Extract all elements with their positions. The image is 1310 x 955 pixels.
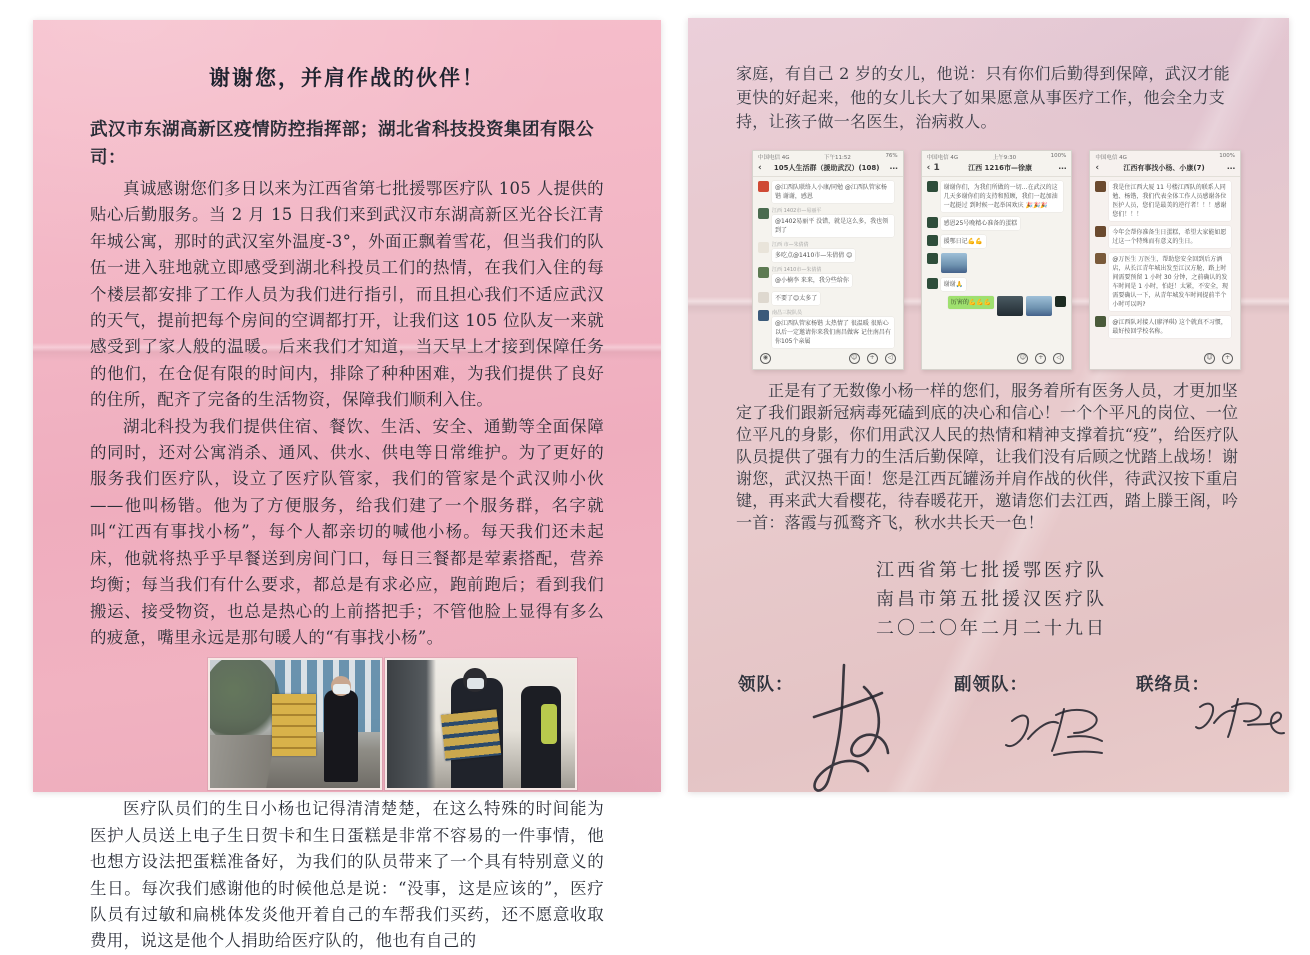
phone-status-bar bbox=[922, 151, 1072, 162]
message-text: @江西队管家杨锴 太热情了 很温暖 很贴心 以后一定邀请你来我们南昌做客 记住南昌有你105个亲属 bbox=[772, 317, 894, 348]
avatar bbox=[758, 292, 769, 303]
person-in-coat bbox=[324, 690, 358, 782]
more-icon: ⋯ bbox=[1227, 163, 1236, 173]
leader-signature bbox=[798, 659, 918, 799]
chat-message bbox=[927, 181, 1067, 212]
battery-label: 76% bbox=[885, 153, 898, 159]
avatar bbox=[927, 217, 938, 228]
chat-input-bar bbox=[922, 350, 1072, 369]
avatar bbox=[927, 253, 938, 264]
signoff-team-2: 南昌市第五批援汉医疗队 bbox=[876, 589, 1107, 610]
dark-doorway bbox=[387, 660, 436, 788]
message-text: 今年会帮你准备生日蛋糕，希望大家能如愿过这一个特殊而有意义的生日。 bbox=[1109, 226, 1231, 248]
carrier-label: 中国电信 4G bbox=[1095, 155, 1127, 161]
carrier-label: 中国电信 4G bbox=[758, 155, 790, 161]
chat-input-bar bbox=[753, 350, 903, 369]
message-text: 感恩25号晚精心准备的蛋糕 bbox=[941, 217, 1021, 230]
message-text: @江西队对接人(廖泽琪) 这个就真不习惯，最好按回学校名称。 bbox=[1109, 316, 1231, 338]
photo-indoor-carrying-boxes bbox=[385, 658, 577, 790]
avatar bbox=[758, 267, 769, 278]
more-icon: ⋯ bbox=[889, 163, 898, 173]
voice-icon: ◁ bbox=[1053, 353, 1064, 364]
liaison-label: 联络员： bbox=[1136, 675, 1210, 695]
chat-message bbox=[758, 208, 898, 237]
message-text: @江西队联络人小康/同勉 @江西队管家杨锴 谢谢，感恩 bbox=[772, 181, 894, 203]
message-text: @万医生 万医生，帮助您安全回到后方酒店，从长江青年城出发至江汉方舱，路上时间需要预留 1 小时 30 分钟，之前确认的发车时间是 1 小时，怕赶！太紧，不安全，现需要确认一下，从青年城发车时间提前半个小时可以吗? bbox=[1109, 253, 1231, 311]
emoji-icon: ☺ bbox=[1204, 353, 1215, 364]
battery-label: 100% bbox=[1050, 153, 1067, 159]
letter-paragraph-1: 真诚感谢您们多日以来为江西省第七批援鄂医疗队 105 人提供的贴心后勤服务。当 2 月 15 日我们来到武汉市东湖高新区光谷长江青年城公寓，那时的武汉室外温度-3°，外面正飘着雪花，但当我们的队伍一进入驻地就立即感受到湖北科投员工们的热情，在我们入住的每个楼层都安排了工作人员为我们进行指引，而且担心我们不适应武汉的天气，提前把每个房间的空调都打开，让我们这 105 位队友一来就感受到了家人般的温暖。后来我们才知道，当天早上才接到保障任务的他们，在仓促有限的时间内，排除了种种困难，为我们提供了良好的住所，配齐了完备的生活物资，保障我们顺利入住。 bbox=[90, 179, 604, 410]
letter-addressee: 武汉市东湖高新区疫情防控指挥部；湖北省科技投资集团有限公司： bbox=[90, 120, 594, 168]
avatar bbox=[1095, 181, 1106, 192]
clock-label: 上午9:30 bbox=[992, 155, 1017, 161]
chat-message bbox=[1095, 226, 1235, 248]
message-text: @小楠李 来来，我分些给你 bbox=[772, 274, 852, 287]
chat-message-photo bbox=[927, 253, 1067, 273]
message-text: 谢谢🙏 bbox=[941, 278, 966, 291]
wechat-screenshots-row bbox=[752, 150, 1241, 370]
back-icon: ‹ bbox=[758, 163, 762, 173]
face-mask bbox=[333, 684, 350, 694]
photo-thumbnail bbox=[1026, 296, 1052, 316]
avatar bbox=[758, 181, 769, 192]
chat-message bbox=[1095, 316, 1235, 338]
message-text: 我是住江西大厦 11 号楼江西队的联系人同勉、杨锴，我们代表全体工作人员感谢各位医护人员，您们是最美的逆行者！！！感谢您们！！！ bbox=[1109, 181, 1231, 221]
signoff-team-1: 江西省第七批援鄂医疗队 bbox=[876, 560, 1107, 581]
plus-icon: + bbox=[1222, 353, 1233, 364]
avatar bbox=[758, 310, 769, 321]
deputy-leader-label: 副领队： bbox=[954, 675, 1028, 695]
avatar bbox=[1095, 226, 1106, 237]
chat-message bbox=[758, 310, 898, 348]
avatar bbox=[1055, 296, 1066, 307]
phone-status-bar bbox=[1090, 151, 1240, 162]
liaison-signature bbox=[1188, 689, 1288, 749]
back-icon: ‹ 1 bbox=[926, 163, 940, 173]
back-icon: ‹ bbox=[1095, 163, 1100, 173]
avatar bbox=[927, 235, 938, 246]
carrier-label: 中国电信 4G bbox=[926, 155, 959, 161]
leader-label: 领队： bbox=[738, 675, 794, 695]
avatar bbox=[927, 278, 938, 289]
stacked-supply-boxes bbox=[272, 694, 316, 756]
tree bbox=[208, 658, 280, 746]
safety-vest bbox=[541, 704, 557, 744]
avatar bbox=[758, 208, 769, 219]
chat-message bbox=[758, 242, 898, 262]
plus-icon: + bbox=[1035, 353, 1046, 364]
message-text: @1402易丽平 没错，就是这么多，我也领到了 bbox=[772, 215, 894, 237]
message-text: 谢谢你们，为我们所做的一切…在武汉的这几天多谢你们的支持和照顾，我们一起加油一起挺过 到时候一起举国欢庆 🎉🎉🎉 bbox=[941, 181, 1063, 212]
sender-name: 江西 1410市—朱倩倩 bbox=[772, 267, 822, 273]
battery-label: 100% bbox=[1219, 153, 1235, 159]
wechat-screenshot-group-chat bbox=[752, 150, 904, 370]
inline-photos bbox=[208, 658, 604, 790]
chat-message bbox=[927, 235, 1067, 248]
chat-message bbox=[1095, 181, 1235, 221]
more-icon: ⋯ bbox=[1058, 163, 1067, 173]
chat-message bbox=[927, 217, 1067, 230]
chat-message bbox=[758, 292, 898, 305]
plus-icon: + bbox=[867, 353, 878, 364]
chat-input-bar bbox=[1090, 350, 1240, 369]
voice-icon: ◉ bbox=[760, 353, 771, 364]
voice-icon: ◁ bbox=[885, 353, 896, 364]
wechat-screenshot-private-chat bbox=[921, 150, 1073, 370]
letter-page-2 bbox=[688, 18, 1289, 792]
letter-paragraph-3: 医疗队员们的生日小杨也记得清清楚楚，在这么特殊的时间能为医护人员送上电子生日贺卡和生日蛋糕是非常不容易的一件事情，他也想方设法把蛋糕准备好，为我们的队员带来了一个具有特别意义的生日。每次我们感谢他的时候他总是说：“没事，这是应该的”，医疗队员有过敏和扁桃体发炎他开着自己的车帮我们买药，还不愿意收取费用，说这是他个人捐助给医疗队的，他也有自己的 bbox=[90, 799, 604, 951]
photo-thumbnail bbox=[941, 253, 967, 273]
clock-label: 下午11:52 bbox=[824, 155, 851, 161]
letter-title: 谢谢您，并肩作战的伙伴！ bbox=[209, 65, 485, 90]
chat-message bbox=[927, 278, 1067, 291]
avatar bbox=[927, 181, 938, 192]
chat-messages bbox=[753, 177, 903, 350]
sender-name: 江西 市—朱倩倩 bbox=[772, 242, 809, 248]
chat-messages bbox=[1090, 177, 1240, 350]
sender-name: 南昌三院队员 bbox=[772, 310, 803, 316]
wechat-screenshot-service-group bbox=[1089, 150, 1241, 370]
chat-title: 江西有事找小杨、小康(7) bbox=[1123, 164, 1205, 172]
message-text: 多吃点@1410市—朱倩倩 😊 bbox=[772, 249, 855, 262]
message-text: 援鄂日记💪💪 bbox=[941, 235, 986, 248]
message-text: 厉害的💪💪💪 bbox=[948, 296, 994, 309]
emoji-icon: ☺ bbox=[849, 353, 860, 364]
chat-title: 江西 1216市—徐康 bbox=[968, 164, 1033, 172]
chat-message bbox=[1095, 253, 1235, 311]
signoff-date: 二〇二〇年二月二十九日 bbox=[876, 618, 1107, 639]
letter-page-1 bbox=[33, 20, 661, 951]
deputy-leader-signature bbox=[998, 693, 1128, 773]
chat-header bbox=[1090, 162, 1240, 177]
chat-title: 105人生活群（援助武汉）(108) bbox=[773, 164, 880, 172]
avatar bbox=[1095, 316, 1106, 327]
photo-thumbnail bbox=[997, 296, 1023, 316]
avatar bbox=[1095, 253, 1106, 264]
signers-row bbox=[736, 671, 1241, 821]
chat-message bbox=[758, 181, 898, 203]
letter-paragraph-2: 湖北科投为我们提供住宿、餐饮、生活、安全、通勤等全面保障的同时，还对公寓消杀、通风、供水、供电等日常维护。为了更好的服务我们医疗队，设立了医疗队管家，我们的管家是个武汉帅小伙——他叫杨锴。他为了方便服务，给我们建了一个服务群，名字就叫“江西有事找小杨”，每个人都亲切的喊他小杨。每天我们还未起床，他就将热乎乎早餐送到房间门口，每日三餐都是荤素搭配，营养均衡；每当我们有什么要求，都总是有求必应，跑前跑后；看到我们搬运、接受物资，也总是热心的上前搭把手；不管他脸上显得有多么的疲惫，嘴里永远是那句暖人的“有事找小杨”。 bbox=[90, 416, 604, 647]
chat-header bbox=[922, 162, 1072, 177]
message-text: 不要了😊太多了 bbox=[772, 292, 820, 305]
sender-name: 江西 1402市—易丽平 bbox=[772, 208, 822, 214]
avatar bbox=[758, 242, 769, 253]
emoji-icon: ☺ bbox=[1017, 353, 1028, 364]
photo-outdoor-supplies bbox=[208, 658, 382, 790]
chat-header bbox=[753, 162, 903, 177]
chat-message-sent bbox=[927, 296, 1067, 316]
phone-status-bar bbox=[753, 151, 903, 162]
chat-message bbox=[758, 267, 898, 287]
face-mask bbox=[467, 678, 484, 689]
chat-messages bbox=[922, 177, 1072, 350]
signature-block bbox=[876, 556, 1107, 643]
letter-paragraph-continuation: 家庭，有自己 2 岁的女儿，他说：只有你们后勤得到保障，武汉才能更快的好起来，他的女儿长大了如果愿意从事医疗工作，他会全力支持，让孩子做一名医生，治病救人。 bbox=[736, 64, 1230, 131]
carried-boxes bbox=[441, 710, 502, 762]
letter-paragraph-closing: 正是有了无数像小杨一样的您们，服务着所有医务人员，才更加坚定了我们跟新冠病毒死磕到底的决心和信心！一个个平凡的岗位、一位位平凡的身影，你们用武汉人民的热情和精神支撑着抗“疫”，给医疗队队员提供了强有力的生活后勤保障，让我们没有后顾之忧踏上战场！谢谢您，武汉热干面！您是江西瓦罐汤并肩作战的伙伴，待武汉按下重启键，再来武大看樱花，待春暖花开，邀请您们去江西，踏上滕王阁，吟一首：落霞与孤鹜齐飞，秋水共长天一色！ bbox=[736, 381, 1239, 532]
